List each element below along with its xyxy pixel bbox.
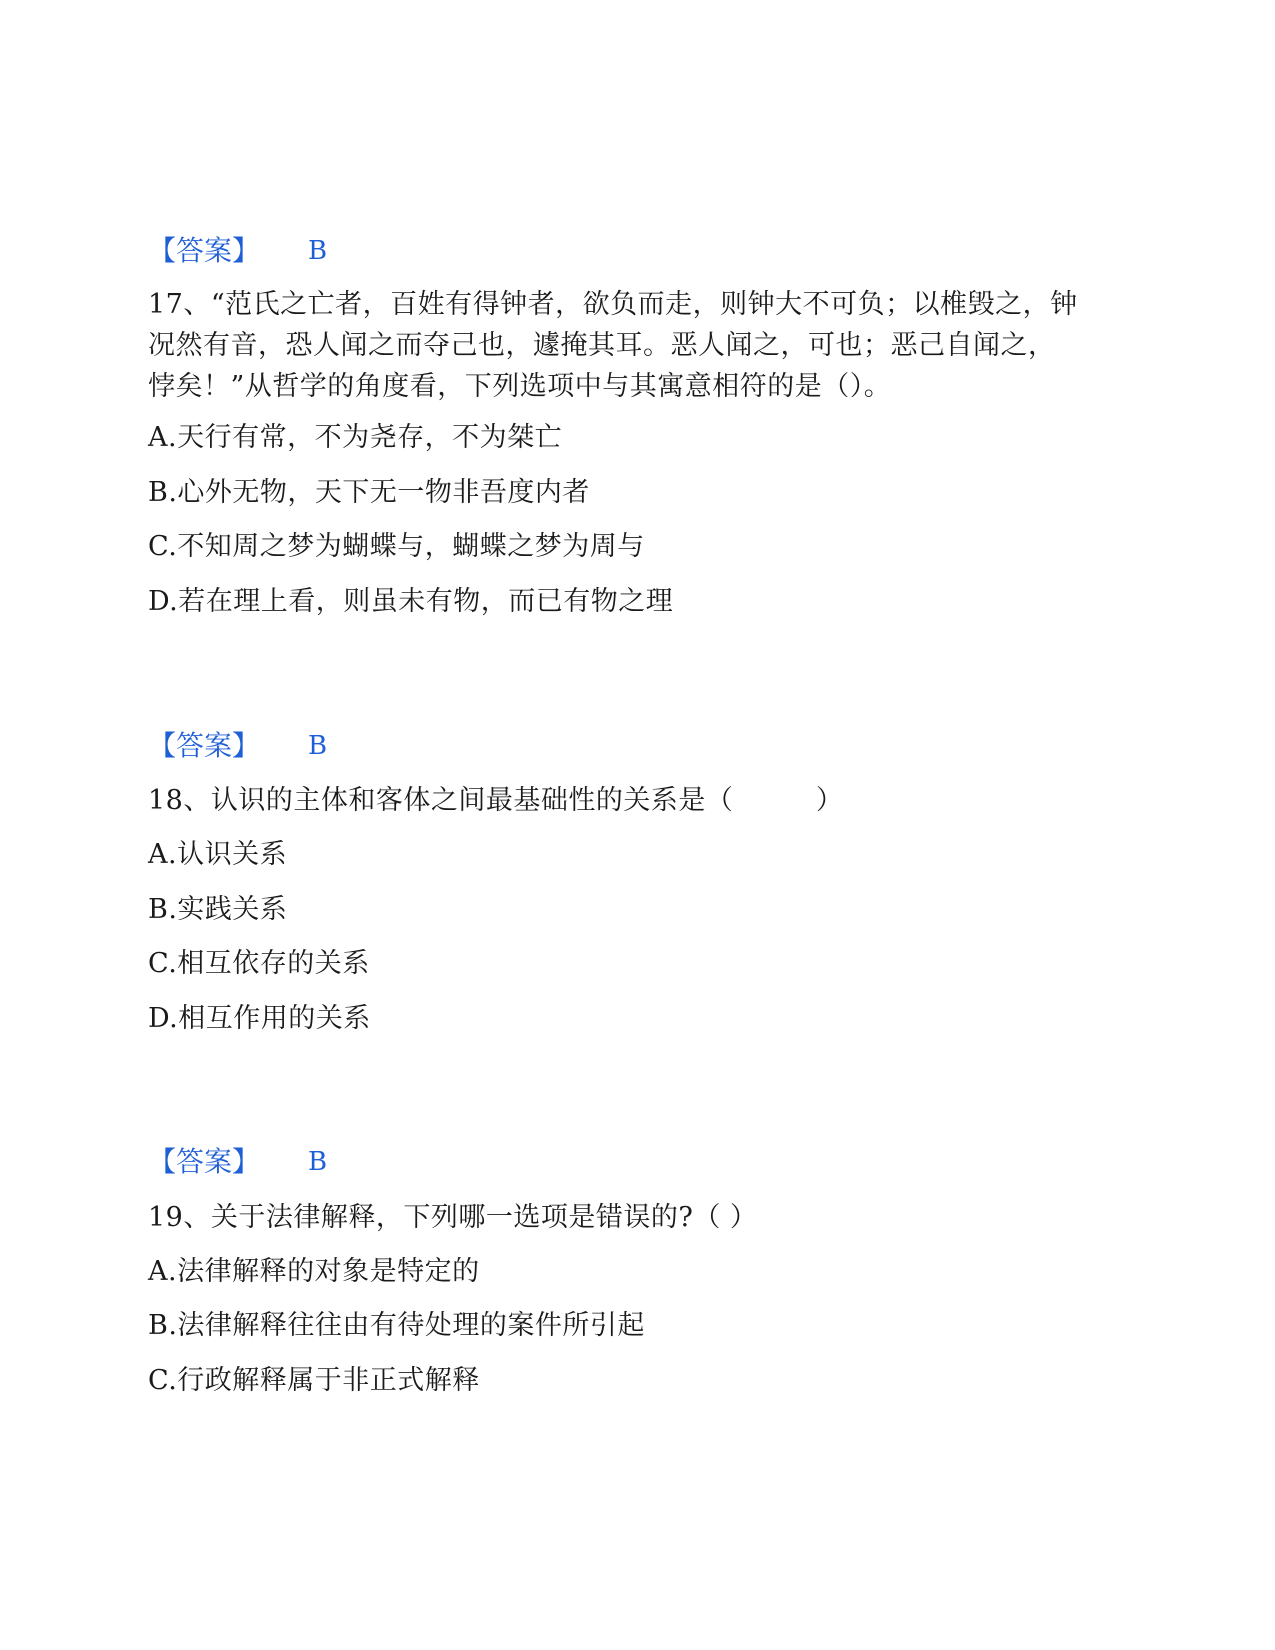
option-d: D.相互作用的关系 (148, 1003, 371, 1034)
answer-value: B (308, 731, 328, 761)
option-b: B.心外无物，天下无一物非吾度内者 (148, 477, 590, 508)
question-line: 18、认识的主体和客体之间最基础性的关系是（ ） (148, 785, 844, 816)
answer-label: 【答案】 (148, 234, 261, 267)
option-a: A.法律解释的对象是特定的 (148, 1256, 480, 1287)
answer-value: B (308, 1147, 328, 1177)
question-line: 19、关于法律解释，下列哪一选项是错误的?（ ） (148, 1202, 758, 1233)
option-c: C.不知周之梦为蝴蝶与，蝴蝶之梦为周与 (148, 531, 645, 562)
option-a: A.天行有常，不为尧存，不为桀亡 (148, 422, 563, 453)
option-c: C.相互依存的关系 (148, 948, 370, 979)
answer-row (148, 231, 327, 271)
answer-label: 【答案】 (148, 729, 261, 762)
answer-value: B (308, 236, 328, 266)
question-17 (148, 284, 1128, 407)
question-line: 悖矣！”从哲学的角度看，下列选项中与其寓意相符的是（）。 (148, 371, 892, 402)
answer-label: 【答案】 (148, 1145, 261, 1178)
question-line: 况然有音，恐人闻之而夺己也，遽掩其耳。恶人闻之，可也；恶己自闻之， (148, 330, 1056, 361)
question-line: 17、“范氏之亡者，百姓有得钟者，欲负而走，则钟大不可负；以椎毁之，钟 (148, 289, 1078, 320)
question-18 (148, 780, 1128, 821)
option-c: C.行政解释属于非正式解释 (148, 1365, 480, 1396)
option-b: B.实践关系 (148, 894, 288, 925)
question-19 (148, 1197, 1128, 1238)
option-b: B.法律解释往往由有待处理的案件所引起 (148, 1310, 645, 1341)
answer-row (148, 726, 327, 766)
option-d: D.若在理上看，则虽未有物，而已有物之理 (148, 586, 674, 617)
option-a: A.认识关系 (148, 839, 288, 870)
answer-row (148, 1142, 327, 1182)
